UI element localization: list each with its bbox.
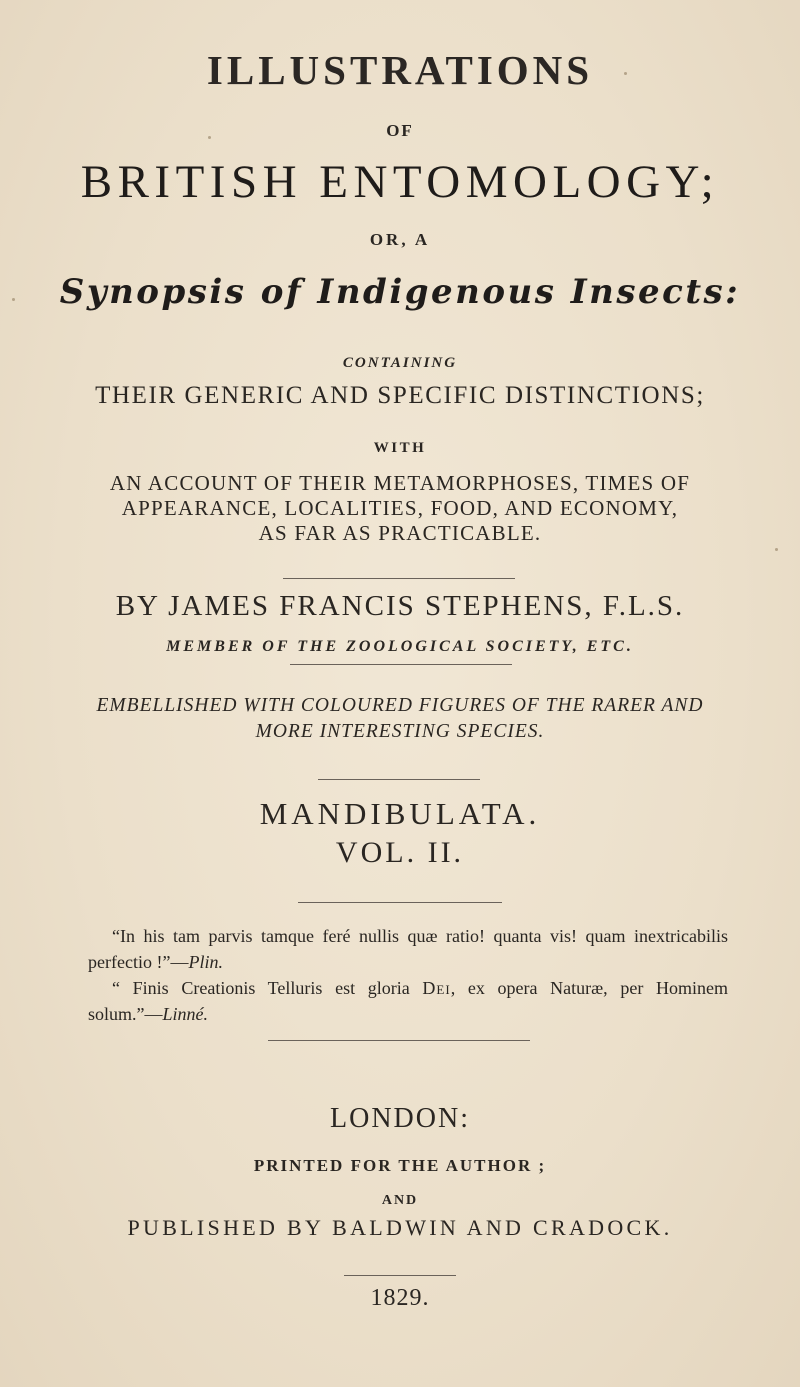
account-line: APPEARANCE, LOCALITIES, FOOD, AND ECONOMY, — [121, 496, 679, 520]
embellishment-line: MORE INTERESTING SPECIES. — [255, 721, 545, 742]
divider-rule — [283, 578, 515, 579]
alternative-connector: OR, A — [369, 230, 431, 249]
synopsis-title: Synopsis of Indigenous Insects: — [59, 272, 741, 312]
imprint-connector: AND — [381, 1193, 419, 1208]
epigraph-attribution: Linné. — [162, 1004, 209, 1024]
account-line: AS FAR AS PRACTICABLE. — [258, 521, 542, 545]
epigraph-linnaeus — [88, 975, 728, 1027]
book-subject: BRITISH ENTOMOLOGY; — [80, 156, 720, 208]
embellishment-line: EMBELLISHED WITH COLOURED FIGURES OF THE RARER AND — [96, 695, 704, 716]
divider-rule — [318, 779, 480, 780]
epigraph-line — [88, 949, 728, 975]
heading-connector: OF — [386, 121, 414, 140]
divider-rule — [268, 1040, 530, 1041]
divider-rule — [344, 1275, 456, 1276]
imprint-publisher: PUBLISHED BY BALDWIN AND CRADOCK. — [127, 1215, 673, 1240]
epigraph-line: “In his tam parvis tamque feré nullis quæ ratio! quanta vis! quam inextricabilis — [112, 926, 728, 946]
divider-rule — [298, 902, 502, 903]
with-label: WITH — [373, 440, 427, 456]
author-byline: BY JAMES FRANCIS STEPHENS, F.L.S. — [115, 590, 685, 622]
containing-label: CONTAINING — [342, 355, 458, 371]
author-membership: MEMBER OF THE ZOOLOGICAL SOCIETY, ETC. — [166, 638, 634, 655]
epigraph-text: , ex opera Naturæ, per Hominem — [450, 978, 728, 998]
epigraph-text: “ Finis Creationis Telluris est gloria — [112, 978, 423, 998]
epigraph-line — [88, 1001, 728, 1027]
epigraph-text: solum.”— — [88, 1004, 163, 1024]
imprint-year: 1829. — [370, 1285, 430, 1311]
divider-rule — [290, 664, 512, 665]
epigraph-line — [88, 975, 728, 1001]
volume-division: MANDIBULATA. — [259, 796, 541, 831]
account-line: AN ACCOUNT OF THEIR METAMORPHOSES, TIMES OF — [109, 471, 691, 495]
distinctions-line: THEIR GENERIC AND SPECIFIC DISTINCTIONS; — [95, 382, 705, 409]
epigraph-pliny — [88, 923, 728, 975]
epigraph-dei: Dei — [422, 978, 451, 998]
imprint-city: LONDON: — [330, 1103, 470, 1134]
epigraph-text: perfectio !”— — [88, 952, 189, 972]
volume-number: VOL. II. — [335, 836, 465, 869]
imprint-printed-for: PRINTED FOR THE AUTHOR ; — [253, 1156, 547, 1175]
paper-fleck — [775, 548, 778, 551]
epigraph-attribution: Plin. — [188, 952, 223, 972]
book-heading: ILLUSTRATIONS — [206, 47, 594, 93]
